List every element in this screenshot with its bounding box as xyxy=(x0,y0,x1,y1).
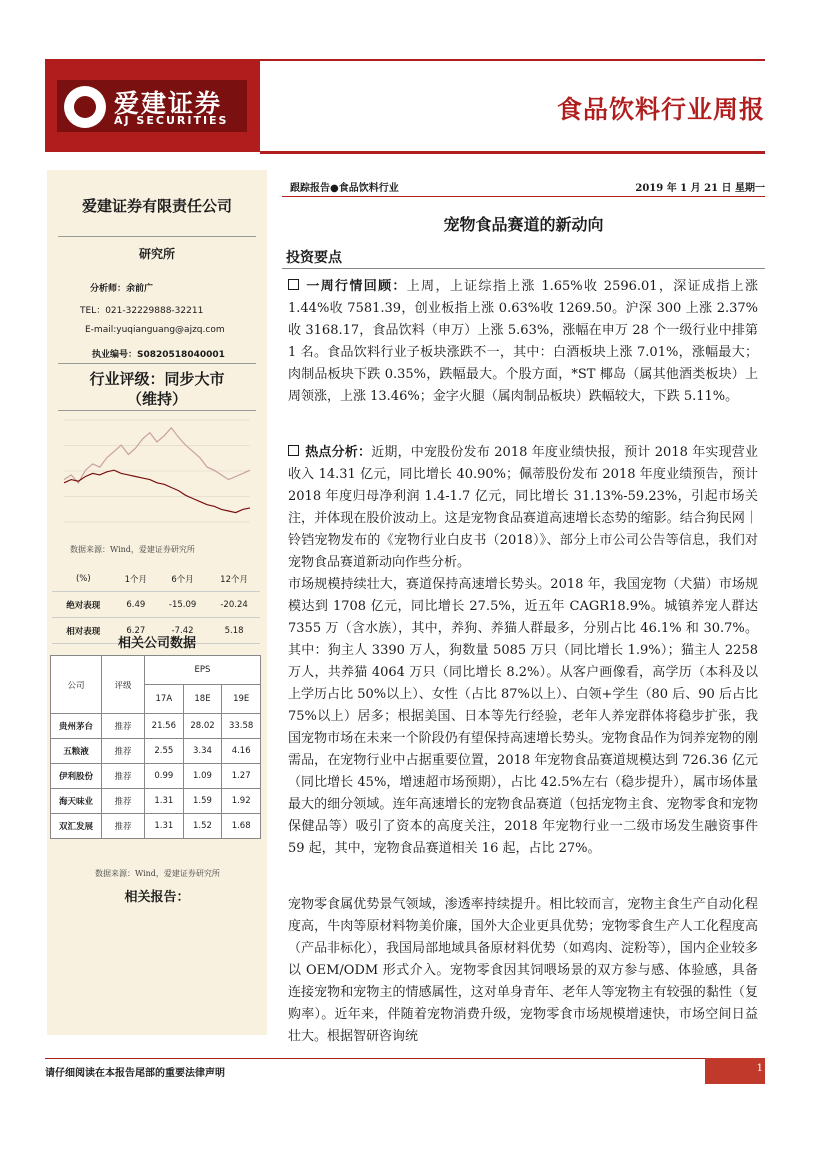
chart-series-line xyxy=(64,470,250,512)
perf-cell: -20.24 xyxy=(208,592,260,618)
related-companies-title: 相关公司数据 xyxy=(117,636,196,651)
chart-grid xyxy=(64,420,250,522)
comp-cell: 33.58 xyxy=(222,714,261,739)
comp-row xyxy=(51,714,261,739)
perf-header-row xyxy=(52,566,260,592)
analyst-email[interactable]: E-mail:yuqianguang@ajzq.com xyxy=(85,325,225,335)
institute-label: 研究所 xyxy=(138,247,175,261)
perf-cell: 5.18 xyxy=(208,618,260,644)
comp-cell: 伊利股份 xyxy=(51,764,102,789)
sidebar-divider xyxy=(58,236,256,237)
report-date: 2019 年 1 月 21 日 星期一 xyxy=(635,183,765,194)
report-category: 跟踪报告●食品饮料行业 xyxy=(290,183,399,194)
sidebar-divider xyxy=(58,363,256,364)
article-title: 宠物食品赛道的新动向 xyxy=(443,215,604,234)
comp-cell: 28.02 xyxy=(183,714,222,739)
perf-cell: -15.09 xyxy=(157,592,208,618)
section-divider xyxy=(282,268,765,269)
license-number: 执业编号：S0820518040001 xyxy=(92,350,225,360)
comp-row xyxy=(51,739,261,764)
comp-cell: 1.31 xyxy=(145,789,184,814)
checkbox-bullet-icon xyxy=(288,445,299,456)
paragraph-text: 上周，上证综指上涨 1.65%收 2596.01，深证成指上涨 1.44%收 7581.39，创业板指上涨 0.63%收 1269.50。沪深 300 上涨 2.37%收 3168.17，食品饮料（申万）上涨 5.63%，涨幅在申万 28 个一级行业中排第 1 名。食品饮料行业子板块涨跌不一，其中：白酒板块上涨 7.01%，涨幅最大；肉制品板块下跌 0.35%，跌幅最大。个股方面，*ST 椰岛（属其他酒类板块）上周领涨，上涨 13.46%；金字火腿（属肉制品板块）跌幅较大，下跌 5.11%。 xyxy=(288,279,758,404)
perf-header-cell: 6个月 xyxy=(157,566,208,592)
paragraph-label: 热点分析： xyxy=(305,445,372,460)
comp-cell: 1.92 xyxy=(222,789,261,814)
perf-header-cell: (%) xyxy=(52,566,115,592)
logo-mark-inner-icon xyxy=(74,96,96,118)
comp-cell: 2.55 xyxy=(145,739,184,764)
comp-header-eps: EPS xyxy=(145,656,261,685)
comp-cell: 21.56 xyxy=(145,714,184,739)
comp-year-cell: 17A xyxy=(145,685,184,714)
comp-year-cell: 18E xyxy=(183,685,222,714)
perf-row xyxy=(52,592,260,618)
comp-cell: 3.34 xyxy=(183,739,222,764)
perf-cell: 6.27 xyxy=(115,618,157,644)
perf-header-cell: 12个月 xyxy=(208,566,260,592)
logo-chinese-text: 爱建证券 xyxy=(114,89,223,118)
comp-cell: 贵州茅台 xyxy=(51,714,102,739)
comp-cell: 推荐 xyxy=(102,789,145,814)
comp-cell: 1.09 xyxy=(183,764,222,789)
header-bottom-rule xyxy=(260,151,765,154)
analyst-tel: TEL：021-32229888-32211 xyxy=(80,306,204,316)
analyst-name: 分析师：余前广 xyxy=(90,284,154,294)
comp-cell: 1.52 xyxy=(183,814,222,839)
comp-cell: 1.27 xyxy=(222,764,261,789)
comp-cell: 五粮液 xyxy=(51,739,102,764)
chart-series-group xyxy=(64,428,250,513)
footer-disclaimer: 请仔细阅读在本报告尾部的重要法律声明 xyxy=(45,1068,225,1079)
rating-line-1: 行业评级：同步大市 xyxy=(89,370,225,388)
performance-chart xyxy=(58,412,256,532)
industry-rating xyxy=(47,369,267,409)
perf-cell: -7.42 xyxy=(157,618,208,644)
report-title: 食品饮料行业周报 xyxy=(556,95,765,124)
comp-header-row xyxy=(51,656,261,685)
comp-header-company: 公司 xyxy=(51,656,102,714)
comp-cell: 双汇发展 xyxy=(51,814,102,839)
comp-cell: 1.59 xyxy=(183,789,222,814)
comp-header-rating: 评级 xyxy=(102,656,145,714)
logo-english-text: AJ SECURITIES xyxy=(114,114,229,127)
company-name: 爱建证券有限责任公司 xyxy=(81,197,232,215)
table-source: 数据来源：Wind，爱建证券研究所 xyxy=(95,869,220,878)
perf-header-cell: 1个月 xyxy=(115,566,157,592)
comp-cell: 4.16 xyxy=(222,739,261,764)
paragraph-market-scale: 市场规模持续壮大，赛道保持高速增长势头。2018 年，我国宠物（犬猫）市场规模达到 1708 亿元，同比增长 27.5%，近五年 CAGR18.9%。城镇养宠人群达 7355 万（含水族），其中，养狗、养猫人群最多，分别占比 46.1% 和 30.7%。其中：狗主人 3390 万人，狗数量 5085 万只（同比增长 1.9%）；猫主人 2258 万人，共养猫 4064 万只（同比增长 8.2%）。从客户画像看，高学历（本科及以上学历占比 50%以上）、女性（占比 87%以上）、白领+学生（80 后、90 后占比 75%以上）居多；根据美国、日本等先行经验，老年人养宠群体将稳步扩张，我国宠物市场在未来一个阶段仍有望保持高速增长势头。宠物食品作为饲养宠物的刚需品，在宠物行业中占据重要位置，2018 年宠物食品赛道规模达到 726.36 亿元（同比增长 45%，增速超市场预期），占比 42.5%左右（稳步提升），属市场体量最大的细分领域。连年高速增长的宠物食品赛道（包括宠物主食、宠物零食和宠物保健品等）吸引了资本的高度关注，2018 年宠物行业一二级市场发生融资事件 59 起，其中，宠物食品赛道相关 16 起，占比 27%。 xyxy=(288,577,758,856)
related-reports-title: 相关报告： xyxy=(124,890,190,905)
comp-year-cell: 19E xyxy=(222,685,261,714)
comp-cell: 推荐 xyxy=(102,714,145,739)
perf-cell: 绝对表现 xyxy=(52,592,115,618)
perf-cell: 6.49 xyxy=(115,592,157,618)
comp-row xyxy=(51,789,261,814)
comp-cell: 推荐 xyxy=(102,764,145,789)
meta-divider xyxy=(282,196,765,197)
comp-cell: 1.68 xyxy=(222,814,261,839)
comp-row xyxy=(51,764,261,789)
perf-cell: 相对表现 xyxy=(52,618,115,644)
paragraph-hot-analysis xyxy=(288,442,758,574)
sidebar-divider xyxy=(58,410,256,411)
chart-source: 数据来源：Wind，爱建证券研究所 xyxy=(70,545,195,554)
rating-line-2: （维持） xyxy=(126,390,187,408)
paragraph-pet-snacks: 宠物零食属优势景气领域，渗透率持续提升。相比较而言，宠物主食生产自动化程度高，牛肉等原材料物美价廉，国外大企业更具优势；宠物零食生产人工化程度高（产品非标化），我国局部地域具备原材料优势（如鸡肉、淀粉等），国内企业较多以 OEM/ODM 形式介入。宠物零食因其饲喂场景的双方参与感、体验感，具备连接宠物和宠物主的情感属性，这对单身青年、老年人等宠物主有较强的黏性（复购率）。近年来，伴随着宠物消费升级，宠物零食市场规模增速快，市场空间日益壮大。根据智研咨询统 xyxy=(288,897,758,1044)
comp-cell: 1.31 xyxy=(145,814,184,839)
paragraph-market-review xyxy=(288,276,758,408)
company-eps-table xyxy=(50,655,261,839)
comp-cell: 海天味业 xyxy=(51,789,102,814)
page-number: 1 xyxy=(756,1063,763,1074)
chart-series-line xyxy=(64,428,250,483)
checkbox-bullet-icon xyxy=(288,279,299,290)
comp-row xyxy=(51,814,261,839)
section-heading: 投资要点 xyxy=(286,250,342,266)
paragraph-text: 近期，中宠股份发布 2018 年度业绩快报，预计 2018 年实现营业收入 14.31 亿元，同比增长 40.90%；佩蒂股份发布 2018 年度业绩预告，预计 2018 年度归母净利润 1.4-1.7 亿元，同比增长 31.13%-59.23%，引起市场关注，并体现在股价波动上。这是宠物食品赛道高速增长态势的缩影。结合狗民网｜铃铛宠物发布的《宠物行业白皮书（2018）》、部分上市公司公告等信息，我们对宠物食品赛道新动向作些分析。 xyxy=(288,445,758,570)
comp-cell: 推荐 xyxy=(102,814,145,839)
comp-cell: 0.99 xyxy=(145,764,184,789)
comp-cell: 推荐 xyxy=(102,739,145,764)
paragraph-label: 一周行情回顾： xyxy=(305,279,407,294)
footer-rule xyxy=(45,1058,765,1059)
